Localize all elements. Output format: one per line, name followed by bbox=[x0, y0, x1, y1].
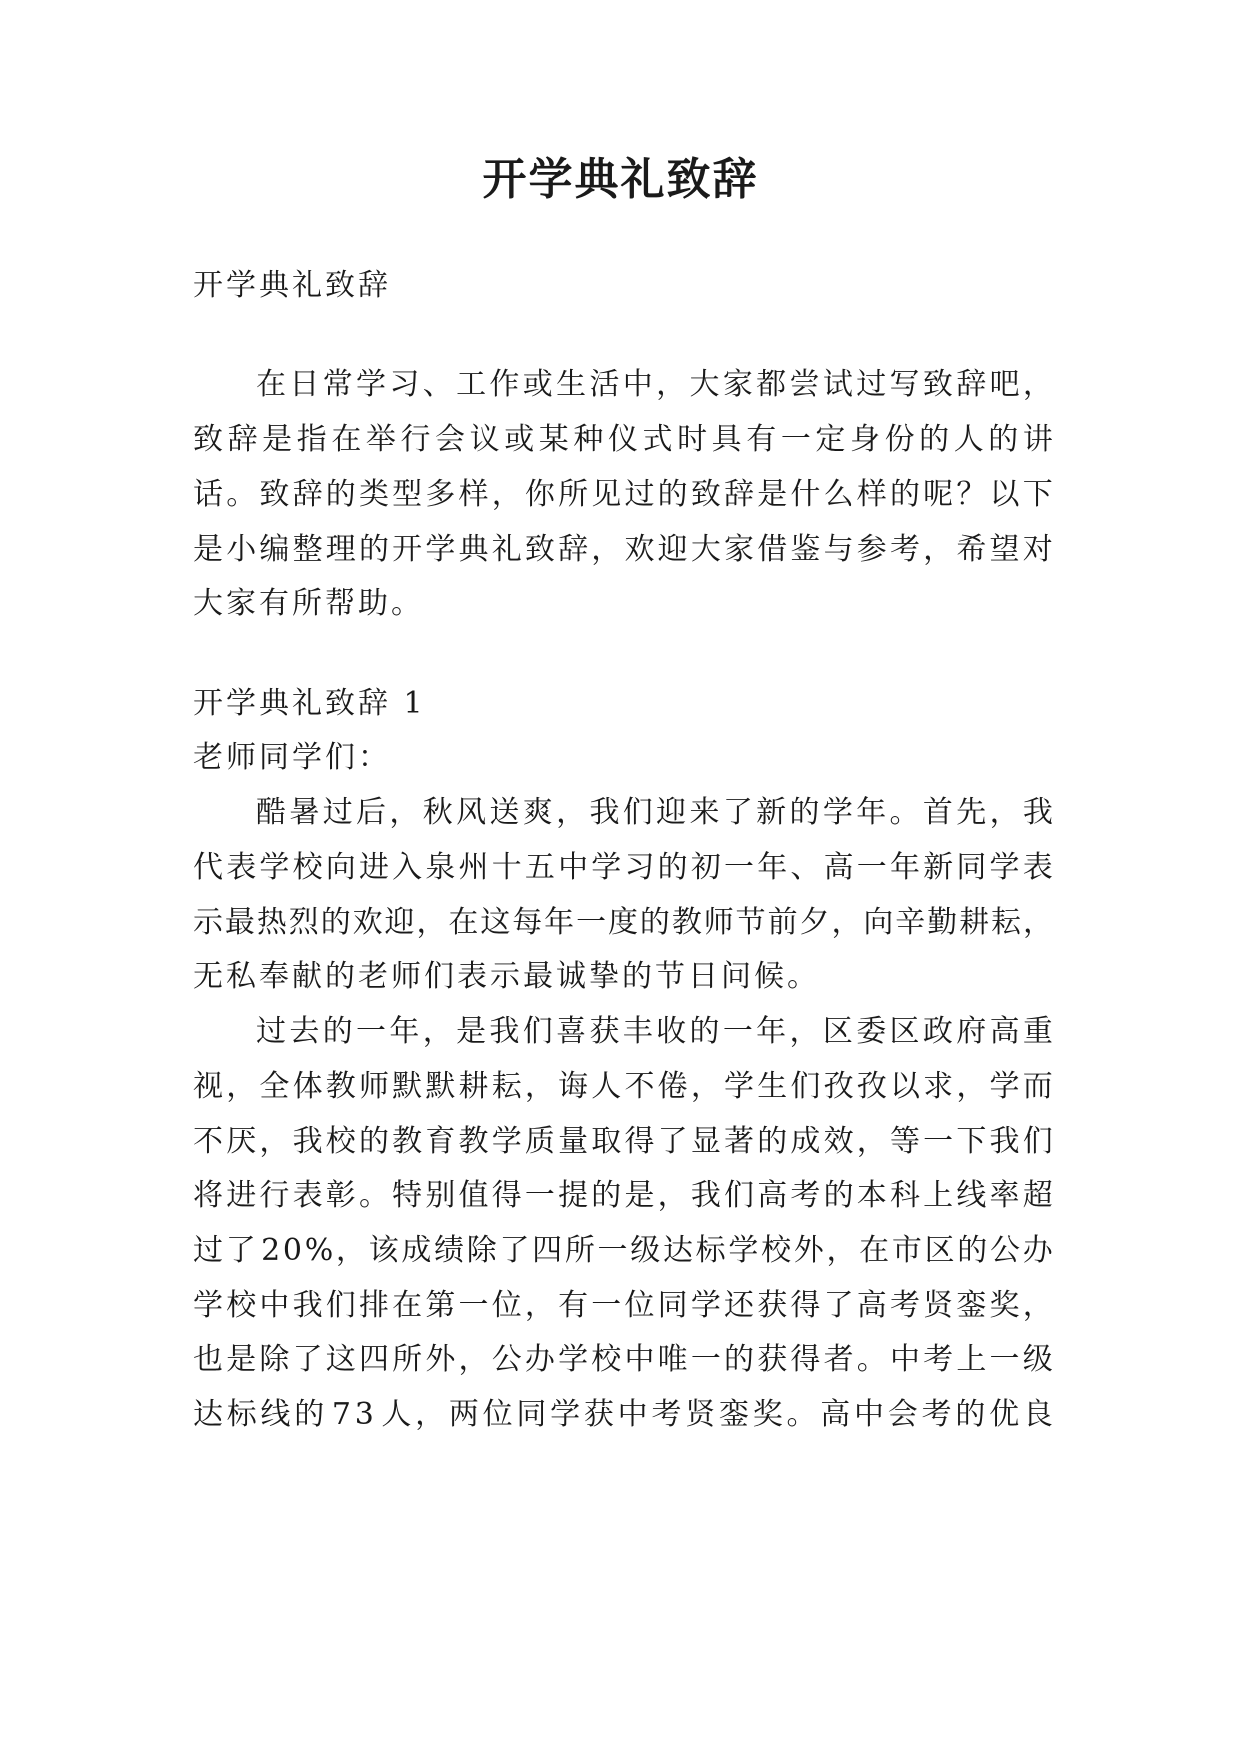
salutation: 老师同学们： bbox=[193, 740, 391, 775]
paragraph-line: 达 标 线 的 7 3 人 ， 两 位 同 学 获 中 考 贤 銮 奖 。 高 中 会 考 的 优 良 bbox=[193, 1397, 1053, 1432]
paragraph-line: 酷 暑 过 后 ， 秋 风 送 爽 ， 我 们 迎 来 了 新 的 学 年 。 首 先 ， 我 bbox=[256, 795, 1053, 830]
intro-line: 致 辞 是 指 在 举 行 会 议 或 某 种 仪 式 时 具 有 一 定 身 份 的 人 的 讲 bbox=[193, 422, 1053, 457]
section-heading: 开学典礼致辞 1 bbox=[193, 686, 426, 721]
intro-line: 大家有所帮助。 bbox=[193, 586, 424, 621]
document-title: 开学典礼致辞 bbox=[482, 154, 759, 205]
paragraph-line: 过 去 的 一 年 ， 是 我 们 喜 获 丰 收 的 一 年 ， 区 委 区 政 府 高 重 bbox=[256, 1014, 1053, 1049]
paragraph-line: 将 进 行 表 彰 。 特 别 值 得 一 提 的 是 ， 我 们 高 考 的 本 科 上 线 率 超 bbox=[193, 1178, 1053, 1213]
intro-line: 话 。 致 辞 的 类 型 多 样 ， 你 所 见 过 的 致 辞 是 什 么 样 的 呢 ？ 以 下 bbox=[193, 477, 1053, 512]
paragraph-line: 也 是 除 了 这 四 所 外 ， 公 办 学 校 中 唯 一 的 获 得 者 。 中 考 上 一 级 bbox=[193, 1342, 1053, 1377]
paragraph-line: 代 表 学 校 向 进 入 泉 州 十 五 中 学 习 的 初 一 年 、 高 一 年 新 同 学 表 bbox=[193, 850, 1053, 885]
intro-line: 在 日 常 学 习 、 工 作 或 生 活 中 ， 大 家 都 尝 试 过 写 致 辞 吧 ， bbox=[256, 367, 1053, 402]
intro-line: 是 小 编 整 理 的 开 学 典 礼 致 辞 ， 欢 迎 大 家 借 鉴 与 参 考 ， 希 望 对 bbox=[193, 532, 1053, 567]
paragraph-line: 学 校 中 我 们 排 在 第 一 位 ， 有 一 位 同 学 还 获 得 了 高 考 贤 銮 奖 ， bbox=[193, 1288, 1053, 1323]
paragraph-line: 过 了 2 0 % ， 该 成 绩 除 了 四 所 一 级 达 标 学 校 外 ， 在 市 区 的 公 办 bbox=[193, 1233, 1053, 1268]
document-subtitle: 开学典礼致辞 bbox=[193, 268, 391, 303]
paragraph-line: 示 最 热 烈 的 欢 迎 ， 在 这 每 年 一 度 的 教 师 节 前 夕 ， 向 辛 勤 耕 耘 ， bbox=[193, 905, 1053, 940]
paragraph-line: 无私奉献的老师们表示最诚挚的节日问候。 bbox=[193, 959, 820, 994]
paragraph-line: 不 厌 ， 我 校 的 教 育 教 学 质 量 取 得 了 显 著 的 成 效 ， 等 一 下 我 们 bbox=[193, 1124, 1053, 1159]
paragraph-line: 视 ， 全 体 教 师 默 默 耕 耘 ， 诲 人 不 倦 ， 学 生 们 孜 孜 以 求 ， 学 而 bbox=[193, 1069, 1053, 1104]
